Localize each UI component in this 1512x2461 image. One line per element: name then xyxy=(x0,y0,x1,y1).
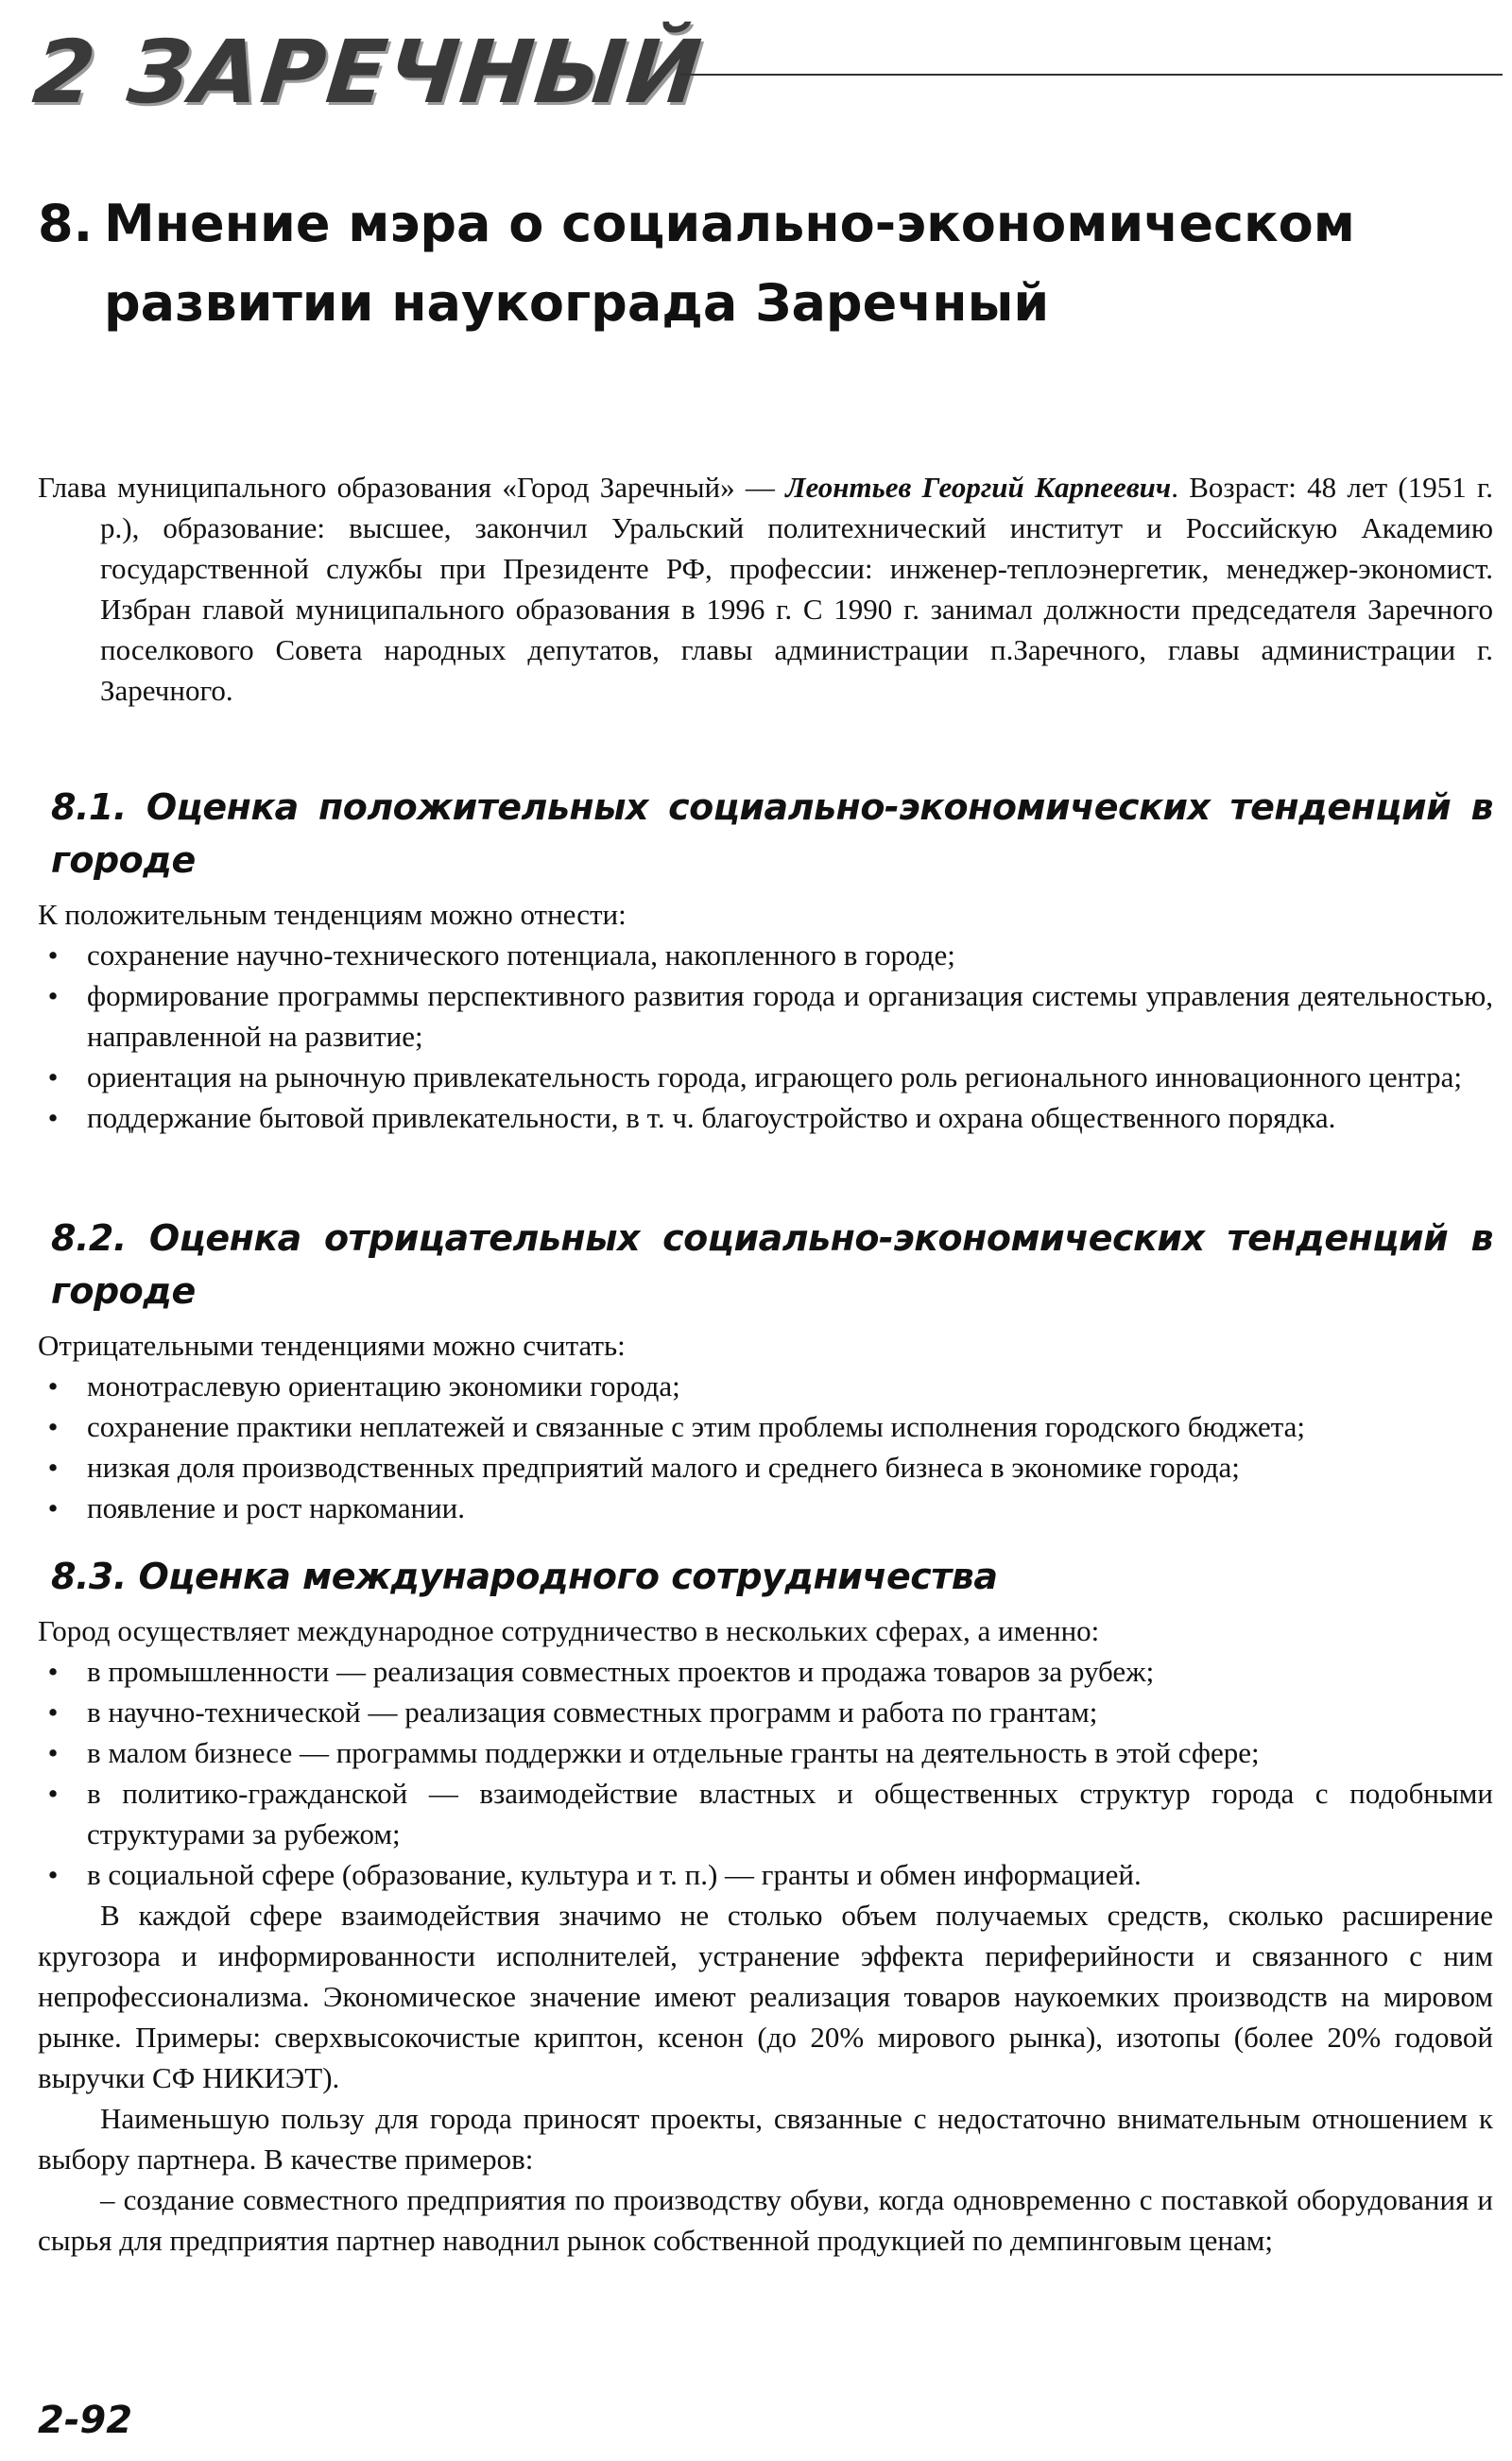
bullet-icon: • xyxy=(47,1101,59,1134)
list-item: • монотраслевую ориентацию экономики города; xyxy=(38,1366,1493,1406)
section-positive-trends xyxy=(38,781,1493,1138)
bullet-icon: • xyxy=(47,1858,59,1891)
list-item: • сохранение практики неплатежей и связанные с этим проблемы исполнения городского бюджета; xyxy=(38,1406,1493,1447)
logo-text: 2 ЗАРЕЧНЫЙ xyxy=(28,22,708,123)
section-heading: 8.1. Оценка положительных социально-экономических тенденций в городе xyxy=(51,786,1493,881)
page-number: 2-92 xyxy=(38,2399,133,2442)
intro-block xyxy=(38,467,1493,711)
bullet-icon: • xyxy=(47,1695,59,1729)
list-item: • в политико-гражданской — взаимодействие властных и общественных структур города с подобными структурами за рубежом; xyxy=(38,1773,1493,1854)
body-paragraph: Наименьшую пользу для города приносят проекты, связанные с недостаточно внимательным отношением к выбору партнера. В качестве примеров: xyxy=(38,2102,1493,2176)
bullet-icon: • xyxy=(47,1369,59,1403)
section-heading: 8.2. Оценка отрицательных социально-экономических тенденций в городе xyxy=(51,1217,1493,1312)
chapter-number: 8. xyxy=(38,194,94,253)
list-item: • в малом бизнесе — программы поддержки и отдельные гранты на деятельность в этой сфере; xyxy=(38,1732,1493,1773)
list-item: • появление и рост наркомании. xyxy=(38,1488,1493,1528)
list-item: • низкая доля производственных предприятий малого и среднего бизнеса в экономике города; xyxy=(38,1447,1493,1488)
header-rule xyxy=(680,74,1503,76)
bullet-list xyxy=(38,935,1493,1138)
list-item: • в научно-технической — реализация совместных программ и работа по грантам; xyxy=(38,1692,1493,1732)
intro-paragraph xyxy=(38,467,1493,711)
list-item: • формирование программы перспективного развития города и организация системы управления деятельностью, направленной на развитие; xyxy=(38,975,1493,1057)
bullet-icon: • xyxy=(47,1777,59,1810)
bullet-list xyxy=(38,1366,1493,1528)
section-lead: К положительным тенденциям можно отнести: xyxy=(38,898,627,931)
bullet-icon: • xyxy=(47,1060,59,1093)
intro-prefix: Глава муниципального образования «Город Заречный» — xyxy=(38,471,786,504)
body-paragraph: В каждой сфере взаимодействия значимо не столько объем получаемых средств, сколько расширение кругозора и информированности исполнителей, устранение эффекта периферийности и связанного с ним непрофессионализма. Экономическое значение имеют реализация товаров наукоемких производств на мировом рынке. Примеры: сверхвысокочистые криптон, ксенон (до 20% мирового рынка), изотопы (более 20% годовой выручки СФ НИКИЭТ). xyxy=(38,1899,1493,2094)
bullet-list xyxy=(38,1651,1493,1895)
bullet-icon: • xyxy=(47,1655,59,1688)
chapter-title-line1: Мнение мэра о социально-экономическом xyxy=(104,194,1355,253)
mayor-name: Леонтьев Георгий Карпеевич xyxy=(785,471,1172,504)
list-item: • в промышленности — реализация совместных проектов и продажа товаров за рубеж; xyxy=(38,1651,1493,1692)
chapter-title xyxy=(38,184,1455,343)
bullet-icon: • xyxy=(47,1410,59,1443)
list-item: • сохранение научно-технического потенциала, накопленного в городе; xyxy=(38,935,1493,975)
bullet-icon: • xyxy=(47,938,59,972)
list-item: • в социальной сфере (образование, культура и т. п.) — гранты и обмен информацией. xyxy=(38,1854,1493,1895)
chapter-title-line2: развитии наукограда Заречный xyxy=(104,273,1050,333)
list-item: • поддержание бытовой привлекательности, в т. ч. благоустройство и охрана общественного порядка. xyxy=(38,1097,1493,1138)
bullet-icon: • xyxy=(47,1451,59,1484)
dash-list-item: – создание совместного предприятия по производству обуви, когда одновременно с поставкой оборудования и сырья для предприятия партнер наводнил рынок собственной продукцией по демпинговым ценам; xyxy=(38,2183,1493,2257)
bullet-icon: • xyxy=(47,979,59,1012)
list-item: • ориентация на рыночную привлекательность города, играющего роль регионального инновационного центра; xyxy=(38,1057,1493,1097)
section-heading: 8.3. Оценка международного сотрудничества xyxy=(51,1556,998,1597)
bullet-icon: • xyxy=(47,1491,59,1524)
section-negative-trends xyxy=(38,1212,1493,1528)
section-lead: Отрицательными тенденциями можно считать: xyxy=(38,1329,626,1362)
section-lead: Город осуществляет международное сотрудничество в нескольких сферах, а именно: xyxy=(38,1614,1100,1647)
section-international-cooperation xyxy=(38,1550,1493,2261)
bullet-icon: • xyxy=(47,1736,59,1769)
intro-suffix: . Возраст: 48 лет (1951 г. р.), образование: высшее, закончил Уральский политехнический институт и Российскую Академию государственной службы при Президенте РФ, профессии: инженер-теплоэнергетик, менеджер-экономист. Избран главой муниципального образования в 1996 г. С 1990 г. занимал должности председателя Заречного поселкового Совета народных депутатов, главы администрации п.Заречного, главы администрации г. Заречного. xyxy=(100,471,1493,707)
section-logo xyxy=(28,21,1493,125)
